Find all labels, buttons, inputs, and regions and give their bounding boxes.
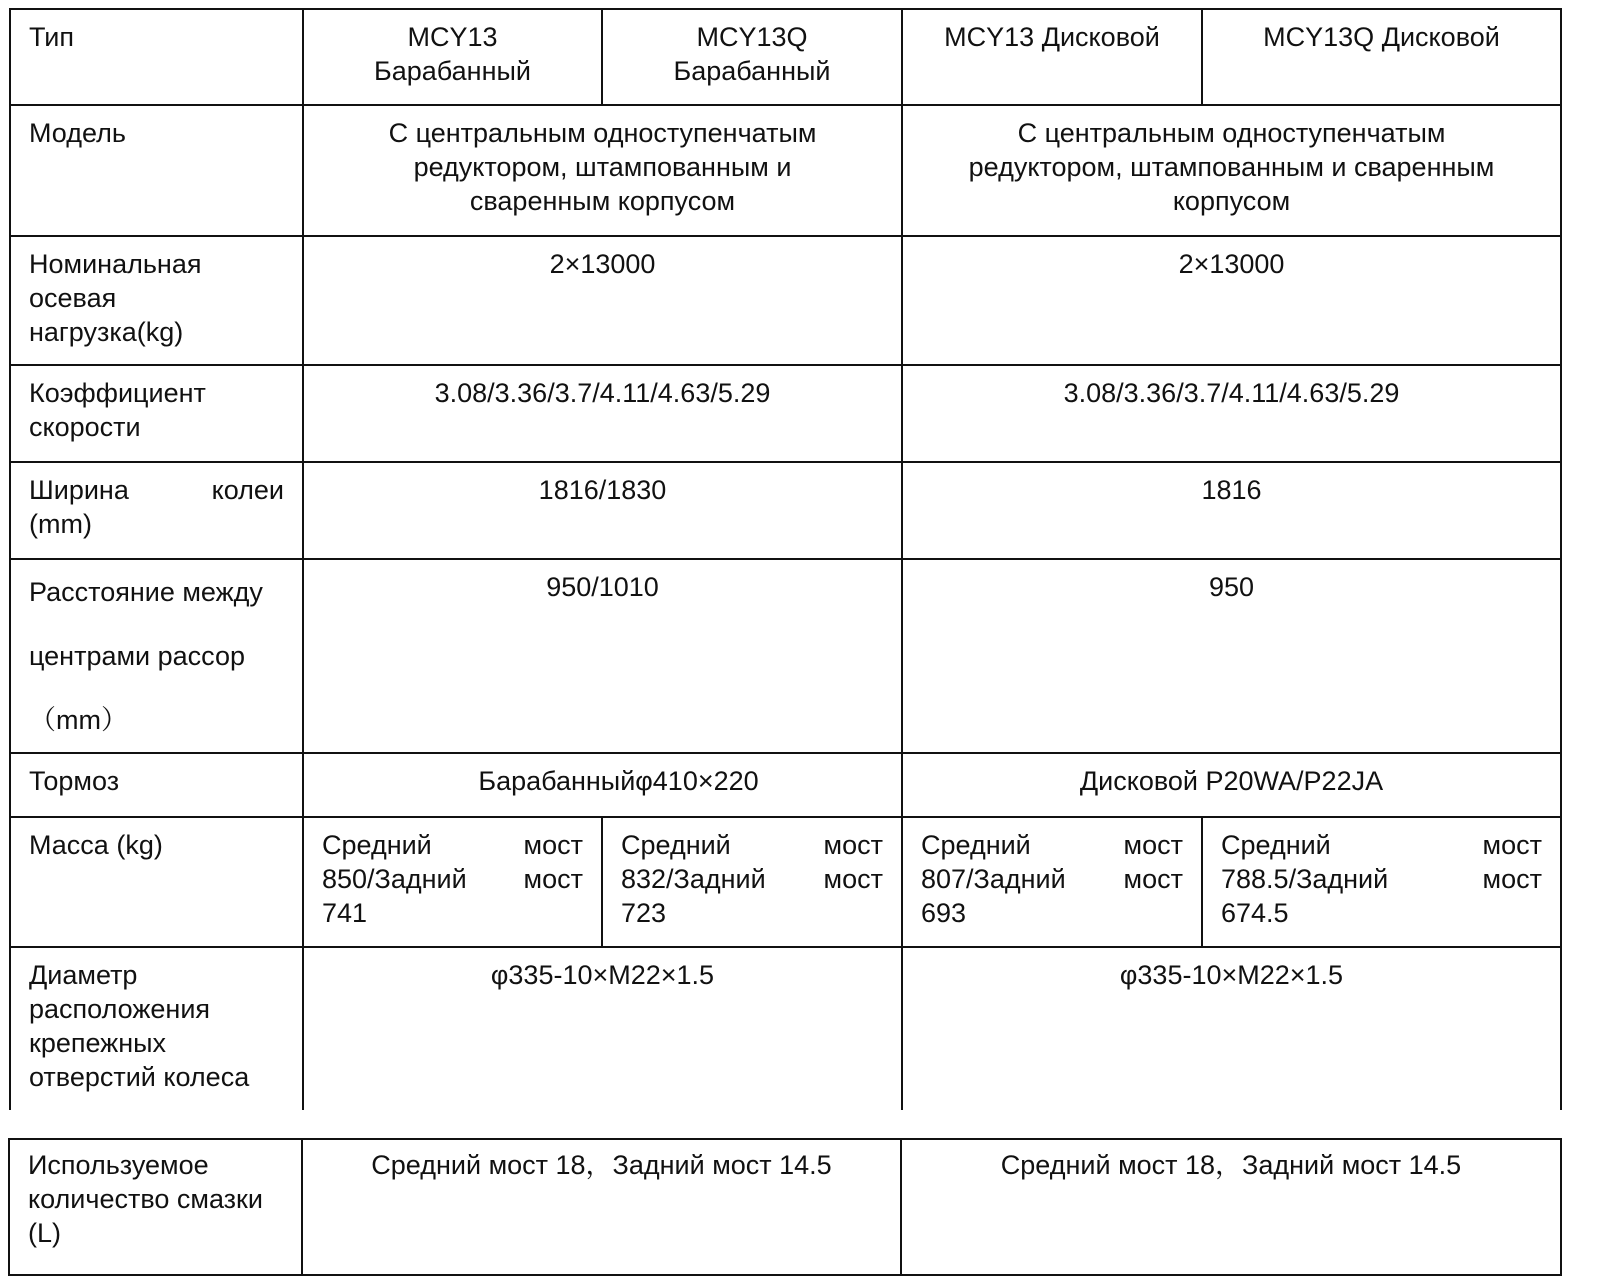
bolt-diameter-row (10, 947, 1561, 1110)
mass-mcy13q-disc (1202, 817, 1561, 947)
mass-word: 693 (921, 898, 967, 928)
mass-row (10, 817, 1561, 947)
mass-word: 741 (322, 898, 368, 928)
model-row (10, 105, 1561, 236)
lubricant-label: Используемое количество смазки (L) (9, 1139, 302, 1275)
axle-load-disc: 2×13000 (902, 236, 1561, 365)
header-mcy13-drum (303, 9, 602, 105)
mass-word: 807/Задний (921, 864, 1066, 894)
mass-word: мост (1482, 830, 1542, 860)
header-text: MCY13 Барабанный (374, 22, 531, 86)
spring-distance-drum: 950/1010 (303, 559, 902, 753)
speed-ratio-row (10, 365, 1561, 462)
brake-label: Тормоз (10, 753, 303, 817)
label-line: （mm） (29, 705, 128, 735)
mass-word: Средний (322, 830, 432, 860)
header-text: MCY13Q Барабанный (673, 22, 831, 86)
lubricant-row (9, 1139, 1561, 1275)
header-mcy13q-disc: MCY13Q Дисковой (1202, 9, 1561, 105)
track-width-disc: 1816 (902, 462, 1561, 559)
header-mcy13q-drum (602, 9, 902, 105)
brake-disc: Дисковой P20WA/P22JA (902, 753, 1561, 817)
mass-word: мост (523, 830, 583, 860)
lubricant-disc: Средний мост 18，Задний мост 14.5 (901, 1139, 1561, 1275)
bolt-diameter-drum: φ335-10×M22×1.5 (303, 947, 902, 1110)
mass-word: 674.5 (1221, 898, 1289, 928)
spring-distance-row (10, 559, 1561, 753)
axle-load-drum: 2×13000 (303, 236, 902, 365)
label-word: колеи (211, 475, 284, 505)
spring-distance-label (10, 559, 303, 753)
mass-word: 723 (621, 898, 667, 928)
label-line: Расстояние между (29, 577, 263, 607)
bolt-diameter-label: Диаметр расположения крепежных отверстий колеса (10, 947, 303, 1110)
mass-word: мост (1482, 864, 1542, 894)
model-drum: С центральным одноступенчатым редуктором, штампованным и сваренным корпусом (303, 105, 902, 236)
model-disc: С центральным одноступенчатым редуктором, штампованным и сваренным корпусом (902, 105, 1561, 236)
brake-drum: Барабанныйφ410×220 (303, 753, 902, 817)
mass-word: Средний (1221, 830, 1331, 860)
mass-word: мост (1123, 830, 1183, 860)
track-width-drum: 1816/1830 (303, 462, 902, 559)
mass-word: 832/Задний (621, 864, 766, 894)
mass-mcy13-drum (303, 817, 602, 947)
mass-word: 850/Задний (322, 864, 467, 894)
lubricant-drum: Средний мост 18，Задний мост 14.5 (302, 1139, 901, 1275)
label-word: Ширина (29, 475, 129, 505)
bolt-diameter-disc: φ335-10×M22×1.5 (902, 947, 1561, 1110)
speed-ratio-drum: 3.08/3.36/3.7/4.11/4.63/5.29 (303, 365, 902, 462)
mass-word: Средний (921, 830, 1031, 860)
speed-ratio-disc: 3.08/3.36/3.7/4.11/4.63/5.29 (902, 365, 1561, 462)
mass-mcy13q-drum (602, 817, 902, 947)
mass-word: мост (523, 864, 583, 894)
mass-word: мост (823, 864, 883, 894)
mass-word: 788.5/Задний (1221, 864, 1389, 894)
axle-load-label: Номинальная осевая нагрузка(kg) (10, 236, 303, 365)
mass-word: Средний (621, 830, 731, 860)
mass-mcy13-disc (902, 817, 1202, 947)
label-unit: (mm) (29, 509, 92, 539)
brake-row (10, 753, 1561, 817)
mass-label: Масса (kg) (10, 817, 303, 947)
spring-distance-disc: 950 (902, 559, 1561, 753)
spec-table (9, 8, 1562, 1110)
label-line: центрами рассор (29, 641, 245, 671)
header-row (10, 9, 1561, 105)
mass-word: мост (823, 830, 883, 860)
track-width-row (10, 462, 1561, 559)
model-label: Модель (10, 105, 303, 236)
type-label: Тип (10, 9, 303, 105)
track-width-label (10, 462, 303, 559)
axle-load-row (10, 236, 1561, 365)
lubricant-table (8, 1138, 1562, 1276)
speed-ratio-label: Коэффициент скорости (10, 365, 303, 462)
header-mcy13-disc: MCY13 Дисковой (902, 9, 1202, 105)
mass-word: мост (1123, 864, 1183, 894)
